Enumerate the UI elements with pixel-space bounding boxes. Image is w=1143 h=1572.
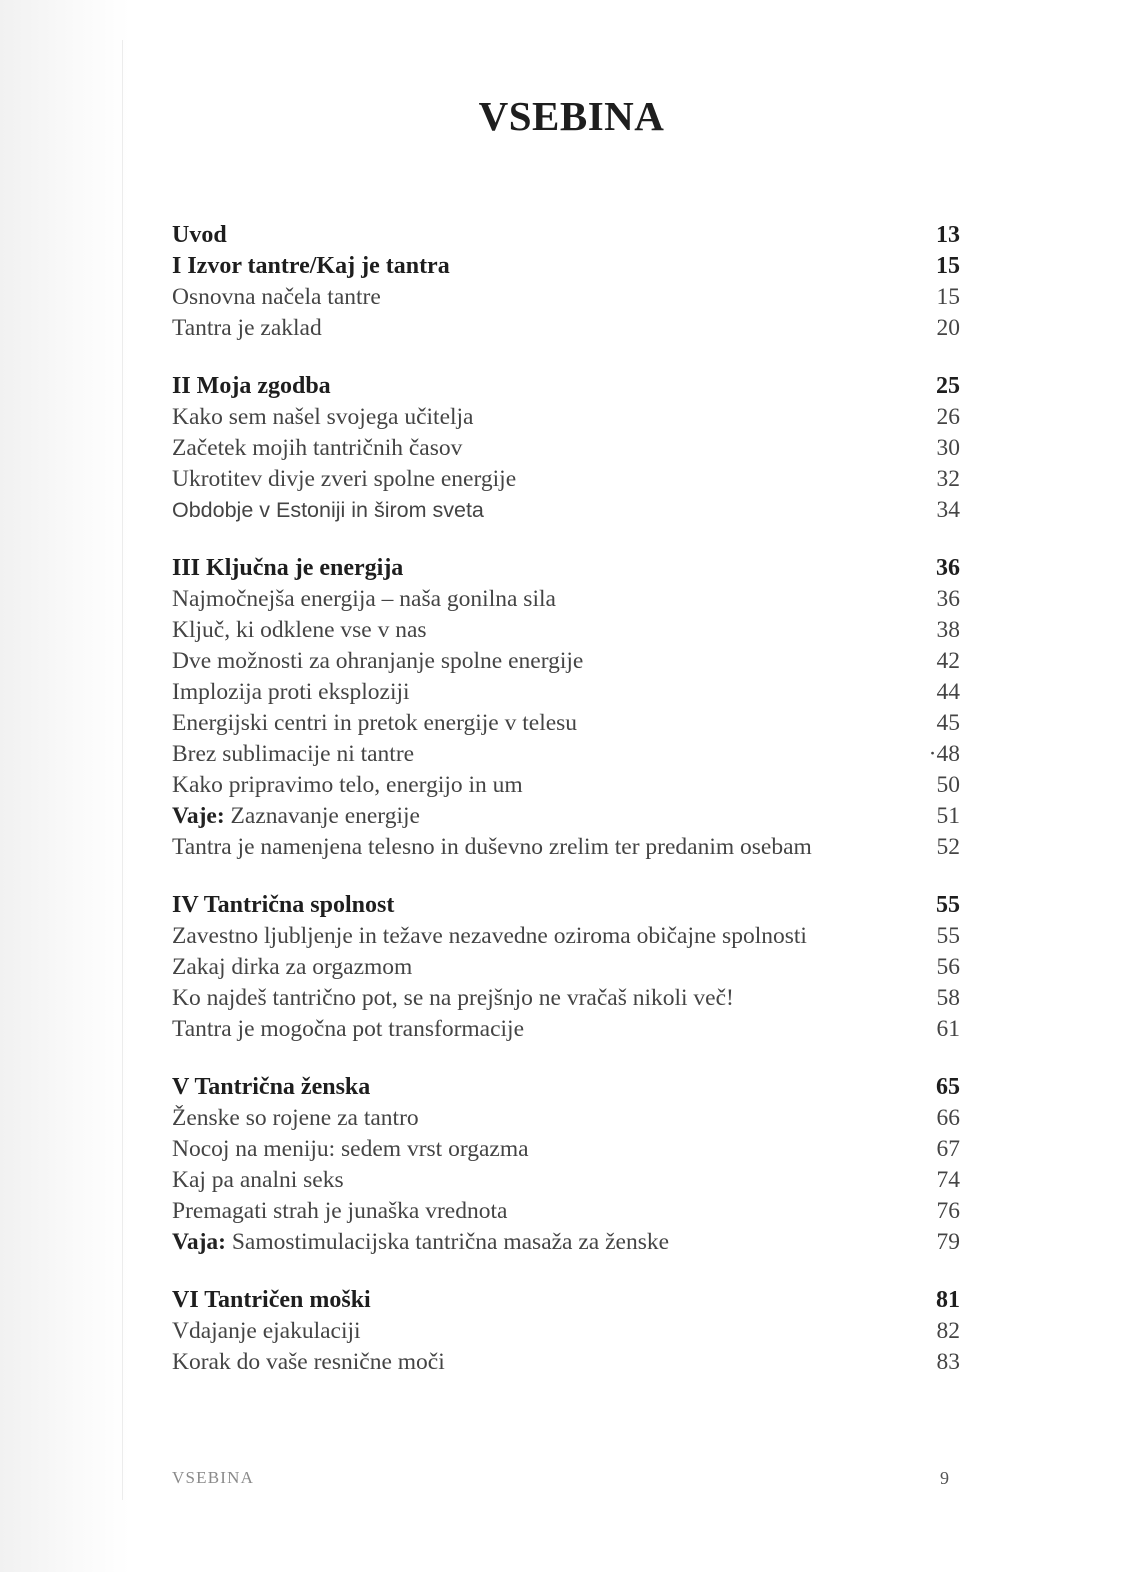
toc-entry-lead: Vaje: [172,803,225,829]
toc-entry-title: Energijski centri in pretok energije v telesu [172,710,578,736]
toc-entry [172,497,960,528]
running-footer: VSEBINA [172,1468,255,1487]
toc-entry [172,710,960,741]
toc-section [172,892,960,1047]
toc-entry [172,1318,960,1349]
toc-entry-title: Kako pripravimo telo, energijo in um [172,772,523,798]
toc-entry [172,1136,960,1167]
toc-entry-page: 52 [936,834,960,860]
toc-entry-page: 79 [936,1229,960,1255]
toc-entry-title: Ukrotitev divje zveri spolne energije [172,466,517,492]
toc-entry-page: 30 [936,435,960,461]
toc-entry [172,834,960,865]
toc-entry [172,679,960,710]
toc-entry-title: Uvod [172,222,227,248]
toc-entry-title: III Ključna je energija [172,555,404,581]
toc-entry [172,404,960,435]
toc-section [172,1287,960,1380]
toc-entry-page: 67 [936,1136,960,1162]
toc-section [172,1074,960,1260]
toc-entry-title: Ko najdeš tantrično pot, se na prejšnjo ne vračaš nikoli več! [172,985,734,1011]
toc-entry-title: Najmočnejša energija – naša gonilna sila [172,586,556,612]
page-number: 9 [940,1468,949,1488]
toc-entry-page: 26 [936,404,960,430]
toc-entry-title: Korak do vaše resnične moči [172,1349,445,1375]
table-of-contents [172,222,960,1407]
toc-chapter-heading [172,555,960,586]
toc-entry-title: Premagati strah je junaška vrednota [172,1198,508,1224]
toc-chapter-heading [172,1287,960,1318]
toc-entry-title: IV Tantrična spolnost [172,892,395,918]
toc-entry-title: I Izvor tantre/Kaj je tantra [172,253,450,279]
toc-entry-page: 15 [936,253,960,279]
toc-entry-lead: Vaja: [172,1229,226,1255]
toc-entry-page: 61 [936,1016,960,1042]
toc-entry [172,435,960,466]
toc-entry [172,985,960,1016]
toc-entry-title: Dve možnosti za ohranjanje spolne energije [172,648,584,674]
toc-entry [172,648,960,679]
toc-entry-title: Osnovna načela tantre [172,284,381,310]
toc-entry-page: 20 [936,315,960,341]
toc-chapter-heading [172,892,960,923]
toc-entry-page: 76 [936,1198,960,1224]
toc-entry-title: Implozija proti eksploziji [172,679,410,705]
toc-entry-page: 44 [936,679,960,705]
toc-entry-title: Ženske so rojene za tantro [172,1105,419,1131]
toc-entry-page: 34 [936,497,960,523]
toc-entry-page: 66 [936,1105,960,1131]
toc-entry [172,772,960,803]
toc-chapter-heading [172,373,960,404]
toc-entry-title: II Moja zgodba [172,373,331,399]
toc-entry-page: 83 [936,1349,960,1375]
toc-entry-title: Kako sem našel svojega učitelja [172,404,474,430]
toc-entry [172,803,960,834]
toc-entry-page: 36 [936,586,960,612]
toc-entry-page: 15 [936,284,960,310]
toc-entry-title: VI Tantričen moški [172,1287,371,1313]
toc-entry-page: ·48 [928,741,960,767]
page-edge-line [122,40,123,1500]
toc-entry-title: Zavestno ljubljenje in težave nezavedne oziroma običajne spolnosti [172,923,807,949]
toc-entry-page: 56 [936,954,960,980]
toc-entry [172,284,960,315]
toc-entry-page: 38 [936,617,960,643]
toc-section [172,555,960,865]
toc-entry [172,315,960,346]
toc-entry-page: 58 [936,985,960,1011]
toc-entry-page: 13 [936,222,960,248]
toc-entry-title: Ključ, ki odklene vse v nas [172,617,427,643]
toc-entry-page: 82 [936,1318,960,1344]
toc-entry-title: Kaj pa analni seks [172,1167,344,1193]
toc-entry-page: 55 [936,892,960,918]
toc-chapter-heading [172,222,960,253]
toc-entry-page: 42 [936,648,960,674]
toc-entry-page: 32 [936,466,960,492]
toc-entry-page: 25 [936,373,960,399]
toc-section [172,373,960,528]
toc-entry [172,617,960,648]
page-gutter-shadow [0,0,130,1572]
toc-entry-title: Nocoj na meniju: sedem vrst orgazma [172,1136,529,1162]
toc-entry-title: Tantra je namenjena telesno in duševno zrelim ter predanim osebam [172,834,812,860]
toc-entry [172,923,960,954]
toc-entry [172,586,960,617]
toc-entry-page: 65 [936,1074,960,1100]
toc-entry-text: Samostimulacijska tantrična masaža za ženske [225,1229,670,1255]
toc-entry-title: Zakaj dirka za orgazmom [172,954,413,980]
page-title: VSEBINA [478,93,665,139]
toc-section [172,222,960,346]
toc-entry-title: Tantra je mogočna pot transformacije [172,1016,525,1042]
toc-entry-title: Obdobje v Estoniji in širom sveta [172,498,484,522]
toc-entry [172,1105,960,1136]
toc-entry-title: V Tantrična ženska [172,1074,371,1100]
toc-entry [172,1016,960,1047]
toc-entry-page: 50 [936,772,960,798]
toc-entry-title: Začetek mojih tantričnih časov [172,435,463,461]
toc-entry-page: 81 [936,1287,960,1313]
toc-entry [172,1198,960,1229]
toc-entry [172,466,960,497]
toc-entry [172,1349,960,1380]
toc-chapter-heading [172,1074,960,1105]
toc-entry [172,1167,960,1198]
toc-entry [172,741,960,772]
toc-entry-page: 55 [936,923,960,949]
toc-chapter-heading [172,253,960,284]
toc-entry [172,1229,960,1260]
toc-entry-page: 45 [936,710,960,736]
toc-entry-title: Tantra je zaklad [172,315,322,341]
toc-entry-title [172,803,420,830]
toc-entry-page: 74 [936,1167,960,1193]
toc-entry-page: 36 [936,555,960,581]
toc-entry-page: 51 [936,803,960,829]
toc-entry-title [172,1229,669,1256]
toc-entry [172,954,960,985]
toc-entry-text: Zaznavanje energije [224,803,420,829]
toc-entry-title: Vdajanje ejakulaciji [172,1318,361,1344]
toc-entry-title: Brez sublimacije ni tantre [172,741,415,767]
